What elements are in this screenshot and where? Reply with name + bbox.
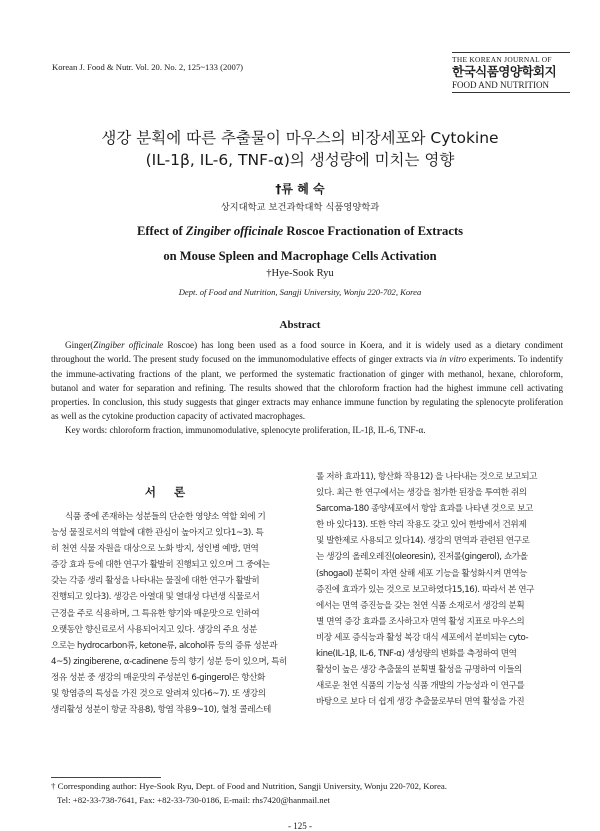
text-line: (shogaol) 분획이 자연 살해 세포 기능을 활성화시켜 면역능: [316, 568, 528, 579]
affiliation-english: Dept. of Food and Nutrition, Sangji University, Wonju 220-702, Korea: [178, 287, 422, 297]
korean-title-line-1: 생강 분획에 따른 추출물이 마우스의 비장세포와 Cytokine: [101, 129, 499, 147]
text-line: 생리활성 성분이 항균 작용8), 항염 작용9~10), 혈청 콜레스테: [51, 705, 271, 716]
text-line: 및 항염증의 특성을 가진 것으로 알려져 있다6~7). 또 생강의: [51, 689, 266, 700]
abstract-body: Ginger(Zingiber officinale Roscoe) has long been used as a food source in Koera, and it is widely used as a dietary condiment throughout the world. The present study focused on the immunomodulative effects of ginger extracts via in vitro experiments. To indentify the immune-activating fractions of the plant, we performed the systematic fractionation of ginger with methanol, hexane, chloroform, butanol and water for separation and refining. The results showed that the chloroform fraction had the highest immune cell activating properties. In conclusion, this study suggests that ginger extracts may enhance immune function by regulating the splenocyte proliferation as well as the cytokine production capacity of activated macrophages.: [51, 340, 563, 422]
page-number: - 125 -: [288, 821, 312, 831]
footnote-line-1: † Corresponding author: Hye-Sook Ryu, Dept. of Food and Nutrition, Sangji University, Wonju 220-702, Korea.: [51, 781, 447, 791]
text-line: 갖는 각종 생리 활성을 나타내는 물질에 대한 연구가 활발히: [51, 576, 260, 587]
text-line: 있다. 최근 한 연구에서는 생강을 첨가한 된장을 투여한 쥐의: [316, 488, 527, 499]
section-heading-introduction: 서론: [144, 485, 204, 499]
left-column-text: [51, 509, 298, 718]
right-column-text: [316, 469, 564, 710]
text-line: 히 천연 식물 자원을 대상으로 노화 방지, 성인병 예방, 면역: [51, 544, 259, 555]
author-korean: †류 혜 숙: [275, 182, 325, 196]
text-line: 으로는 hydrocarbon류, ketone류, alcohol류 등의 증류 성분과: [51, 640, 278, 651]
journal-name-en-bottom: FOOD AND NUTRITION: [452, 80, 570, 93]
text-line: kine(IL-1β, IL-6, TNF-α) 생성량의 변화를 측정하여 면역: [316, 649, 517, 660]
abstract-heading: Abstract: [279, 319, 321, 331]
footnote-rule: [51, 777, 161, 778]
keywords: Key words: chloroform fraction, immunomodulative, splenocyte proliferation, IL-1β, IL-6, TNF-α.: [65, 425, 426, 435]
english-title-line-1: Effect of Zingiber officinale Roscoe Fractionation of Extracts: [136, 224, 464, 238]
text-line: 능성 물질로서의 역할에 대한 관심이 높아지고 있다1~3). 특: [51, 528, 264, 539]
journal-citation: Korean J. Food & Nutr. Vol. 20. No. 2, 125~133 (2007): [52, 62, 244, 72]
text-line: 및 발한제로 사용되고 있다14). 생강의 면역과 관련된 연구로: [316, 536, 530, 547]
text-line: 롤 저하 효과11), 항산화 작용12) 을 나타내는 것으로 보고되고: [316, 472, 537, 482]
text-line: 비장 세포 증식능과 활성 복강 대식 세포에서 분비되는 cyto-: [316, 632, 529, 643]
text-line: 활성이 높은 생강 추출물의 분획별 활성을 규명하여 이들의: [316, 665, 522, 676]
text-line: 별 면역 증강 효과를 조사하고자 면역 활성 지표로 마우스의: [316, 616, 525, 627]
text-line: 증진에 효과가 있는 것으로 보고하였다15,16). 따라서 본 연구: [316, 584, 535, 595]
text-line: 식품 중에 존재하는 성분들의 단순한 영양소 역할 외에 기: [65, 512, 266, 522]
author-english: †Hye-Sook Ryu: [266, 268, 334, 279]
text-line: 진행되고 있다3). 생강은 아열대 및 열대성 다년생 식물로서: [51, 592, 260, 603]
text-line: Sarcoma-180 종양세포에서 항암 효과를 나타낸 것으로 보고: [316, 504, 533, 515]
affiliation-korean: 상지대학교 보건과학대학 식품영양학과: [220, 202, 380, 213]
journal-logo: [452, 52, 570, 93]
text-line: 증강 효과 등에 대한 연구가 활발히 진행되고 있으며 그 중에는: [51, 560, 270, 571]
text-line: 에서는 면역 증진능을 갖는 천연 식품 소재로서 생강의 분획: [316, 600, 525, 611]
korean-title-line-2: (IL-1β, IL-6, TNF-α)의 생성량에 미치는 영향: [145, 151, 455, 169]
journal-name-ko: 한국식품영양학회지: [452, 64, 557, 79]
journal-name-en-top: THE KOREAN JOURNAL OF: [452, 52, 570, 64]
text-line: 바탕으로 보다 더 쉽게 생강 추출물로부터 면역 활성을 가진: [316, 697, 525, 708]
text-line: 새로운 천연 식품의 기능성 식품 개발의 가능성과 이 연구를: [316, 681, 525, 692]
text-line: 4~5) zingiberene, α-cadinene 등의 향기 성분 등이 있으며, 특히: [51, 656, 287, 667]
text-line: 는 생강의 올레오레진(oleoresin), 진저롤(gingerol), 쇼가올: [316, 552, 528, 563]
footnote-line-2: Tel: +82-33-738-7641, Fax: +82-33-730-0186, E-mail: rhs7420@hanmail.net: [57, 794, 330, 805]
text-line: 근경을 주로 식용하며, 그 특유한 향기와 매운맛으로 인하여: [51, 608, 260, 619]
text-line: 한 바 있다13). 또한 약리 작용도 갖고 있어 한방에서 건위제: [316, 520, 527, 531]
footnote: [51, 780, 566, 807]
text-line: 오랫동안 향신료로서 사용되어지고 있다. 생강의 주요 성분: [51, 624, 257, 635]
english-title-line-2: on Mouse Spleen and Macrophage Cells Activation: [163, 249, 437, 263]
text-line: 정유 성분 중 생강의 매운맛의 주성분인 6-gingerol은 항산화: [51, 672, 265, 683]
